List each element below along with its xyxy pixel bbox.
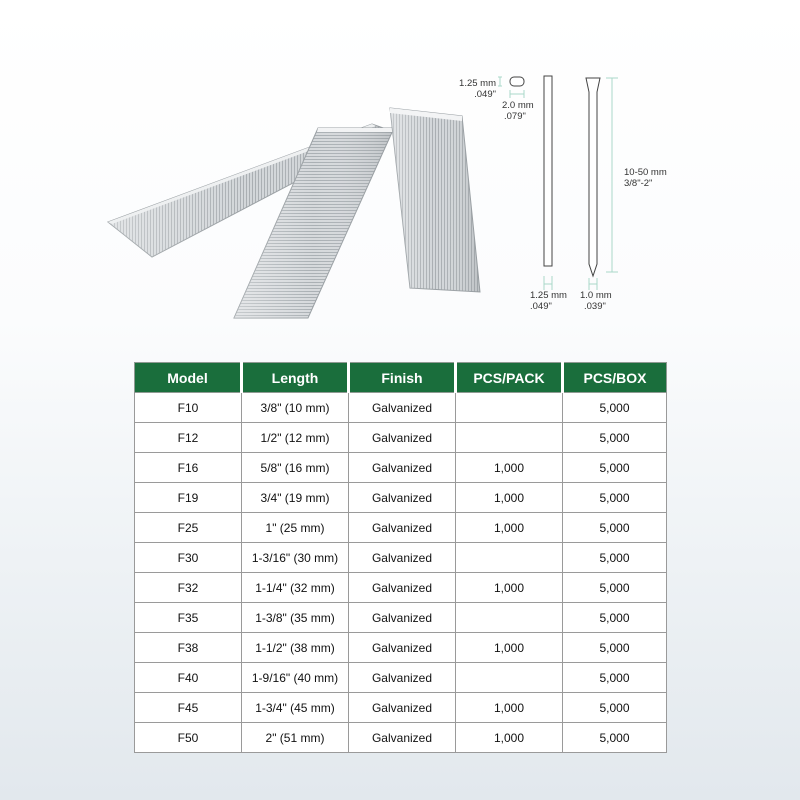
cell-pcs-pack: [456, 423, 563, 453]
cell-length: 1-3/16" (30 mm): [242, 543, 349, 573]
cell-length: 3/8" (10 mm): [242, 393, 349, 423]
table-row: [135, 393, 667, 423]
cell-model: F38: [135, 633, 242, 663]
cell-pcs-box: 5,000: [563, 453, 667, 483]
cell-length: 1" (25 mm): [242, 513, 349, 543]
nail-strip-front: [390, 108, 480, 292]
cell-finish: Galvanized: [349, 633, 456, 663]
cell-pcs-pack: 1,000: [456, 633, 563, 663]
cell-model: F16: [135, 453, 242, 483]
cell-pcs-pack: [456, 603, 563, 633]
table-row: [135, 723, 667, 753]
cell-finish: Galvanized: [349, 513, 456, 543]
cell-length: 1/2" (12 mm): [242, 423, 349, 453]
cell-model: F50: [135, 723, 242, 753]
brad-nail-illustration: [0, 0, 800, 340]
table-row: [135, 423, 667, 453]
header-finish: Finish: [349, 363, 456, 393]
table-row: [135, 603, 667, 633]
cell-length: 5/8" (16 mm): [242, 453, 349, 483]
cell-pcs-box: 5,000: [563, 663, 667, 693]
cell-pcs-box: 5,000: [563, 603, 667, 633]
cell-pcs-pack: 1,000: [456, 483, 563, 513]
shank-width-label: 1.25 mm .049": [530, 290, 567, 312]
cell-pcs-pack: 1,000: [456, 513, 563, 543]
header-length: Length: [242, 363, 349, 393]
cell-finish: Galvanized: [349, 663, 456, 693]
cell-finish: Galvanized: [349, 573, 456, 603]
table-row: [135, 483, 667, 513]
table-row: [135, 663, 667, 693]
table-row: [135, 453, 667, 483]
table-row: [135, 543, 667, 573]
cell-pcs-pack: [456, 543, 563, 573]
cell-finish: Galvanized: [349, 723, 456, 753]
cell-pcs-box: 5,000: [563, 483, 667, 513]
shank-thickness-label: 1.0 mm .039": [580, 290, 612, 312]
table-row: [135, 513, 667, 543]
table-row: [135, 573, 667, 603]
cell-pcs-pack: 1,000: [456, 573, 563, 603]
cell-model: F40: [135, 663, 242, 693]
cell-pcs-pack: 1,000: [456, 723, 563, 753]
table-row: [135, 633, 667, 663]
nail-side-view: [586, 78, 618, 290]
cell-model: F35: [135, 603, 242, 633]
cell-model: F19: [135, 483, 242, 513]
cell-model: F10: [135, 393, 242, 423]
cell-pcs-pack: [456, 393, 563, 423]
header-model: Model: [135, 363, 242, 393]
cell-length: 2" (51 mm): [242, 723, 349, 753]
cell-model: F12: [135, 423, 242, 453]
cell-length: 1-1/4" (32 mm): [242, 573, 349, 603]
cell-finish: Galvanized: [349, 393, 456, 423]
cell-finish: Galvanized: [349, 543, 456, 573]
cell-length: 1-1/2" (38 mm): [242, 633, 349, 663]
specification-table: [134, 362, 667, 753]
cell-length: 1-3/4" (45 mm): [242, 693, 349, 723]
cell-pcs-box: 5,000: [563, 393, 667, 423]
cell-finish: Galvanized: [349, 483, 456, 513]
header-pcs-pack: PCS/PACK: [456, 363, 563, 393]
cell-pcs-box: 5,000: [563, 573, 667, 603]
cell-model: F30: [135, 543, 242, 573]
cell-finish: Galvanized: [349, 453, 456, 483]
cell-length: 1-9/16" (40 mm): [242, 663, 349, 693]
cell-pcs-pack: 1,000: [456, 453, 563, 483]
cell-pcs-pack: 1,000: [456, 693, 563, 723]
overall-length-label: 10-50 mm 3/8"-2": [624, 167, 667, 189]
cell-length: 1-3/8" (35 mm): [242, 603, 349, 633]
cell-pcs-box: 5,000: [563, 513, 667, 543]
cell-finish: Galvanized: [349, 423, 456, 453]
cell-pcs-box: 5,000: [563, 723, 667, 753]
cell-pcs-box: 5,000: [563, 423, 667, 453]
nail-front-view: [544, 76, 552, 290]
cell-pcs-box: 5,000: [563, 543, 667, 573]
table-header-row: [135, 363, 667, 393]
cell-pcs-pack: [456, 663, 563, 693]
cell-model: F32: [135, 573, 242, 603]
nail-head-detail: [498, 77, 524, 98]
table-row: [135, 693, 667, 723]
head-length-label: 2.0 mm .079": [502, 100, 534, 122]
cell-length: 3/4" (19 mm): [242, 483, 349, 513]
cell-finish: Galvanized: [349, 603, 456, 633]
cell-pcs-box: 5,000: [563, 693, 667, 723]
cell-pcs-box: 5,000: [563, 633, 667, 663]
cell-model: F25: [135, 513, 242, 543]
header-pcs-box: PCS/BOX: [563, 363, 667, 393]
head-width-label: 1.25 mm .049": [459, 78, 496, 100]
cell-model: F45: [135, 693, 242, 723]
cell-finish: Galvanized: [349, 693, 456, 723]
nail-strip-middle: [234, 128, 394, 318]
